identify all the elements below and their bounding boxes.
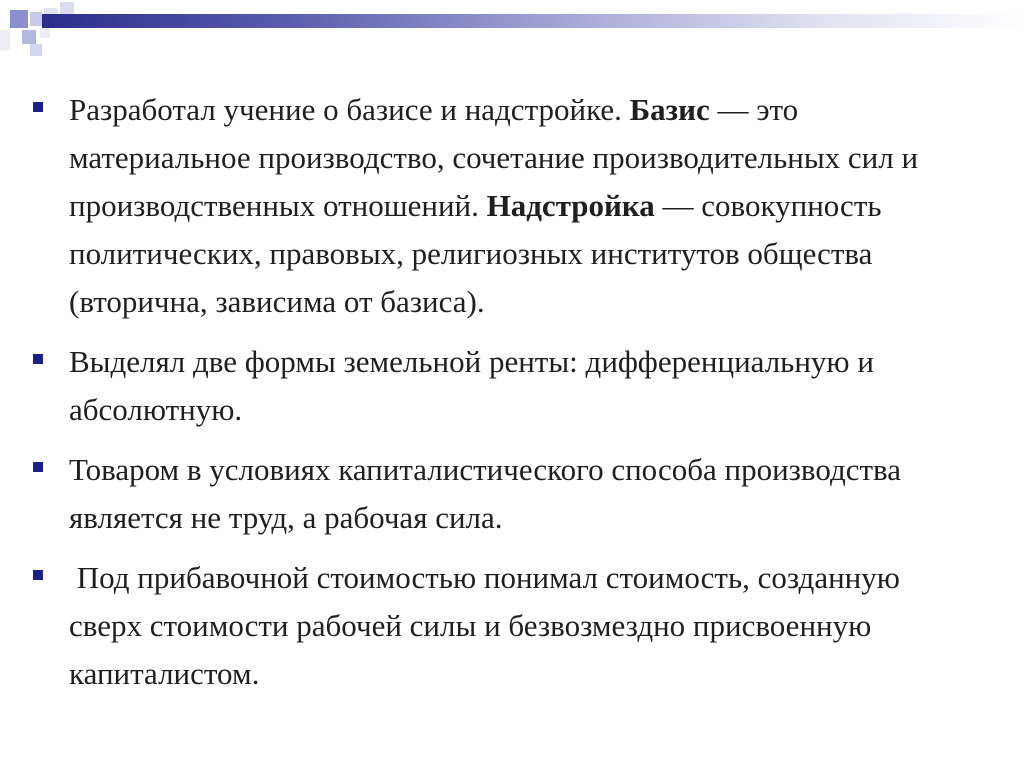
header-decoration: [0, 0, 1024, 60]
decor-square: [40, 28, 50, 38]
term-superstructure: Надстройка: [486, 188, 655, 223]
bullet-item-commodity: [30, 446, 980, 542]
decor-square: [30, 44, 42, 56]
square-bullet-icon: [33, 102, 43, 112]
bullet-text-part: — это материальное производство, сочетание производительных сил и производственных отношений.: [69, 92, 919, 223]
bullet-text-part: — совокупность политических, правовых, религиозных институтов общества (вторична, зависима от базиса).: [69, 188, 882, 319]
bullet-text: Под прибавочной стоимостью понимал стоимость, созданную сверх стоимости рабочей силы и безвозмездно присвоенную капиталистом.: [69, 560, 908, 691]
bullet-text: [69, 92, 918, 319]
bullet-text-part: Разработал учение о базисе и надстройке.: [69, 92, 630, 127]
decor-square: [10, 10, 28, 28]
bullet-text: Выделял две формы земельной ренты: дифференциальную и абсолютную.: [69, 344, 874, 427]
square-bullet-icon: [33, 462, 43, 472]
decor-square: [22, 30, 36, 44]
bullet-item-rent: [30, 338, 980, 434]
term-basis: Базис: [629, 92, 710, 127]
bullet-item-basis: [30, 86, 980, 326]
decor-square: [30, 12, 42, 26]
square-bullet-icon: [33, 570, 43, 580]
decor-square: [0, 30, 10, 50]
square-bullet-icon: [33, 354, 43, 364]
bullet-item-surplus-value: [30, 554, 980, 698]
bullet-text: Товаром в условиях капиталистического способа производства является не труд, а рабочая сила.: [69, 452, 902, 535]
header-gradient-bar: [42, 14, 1024, 28]
bullet-list: [30, 86, 980, 710]
